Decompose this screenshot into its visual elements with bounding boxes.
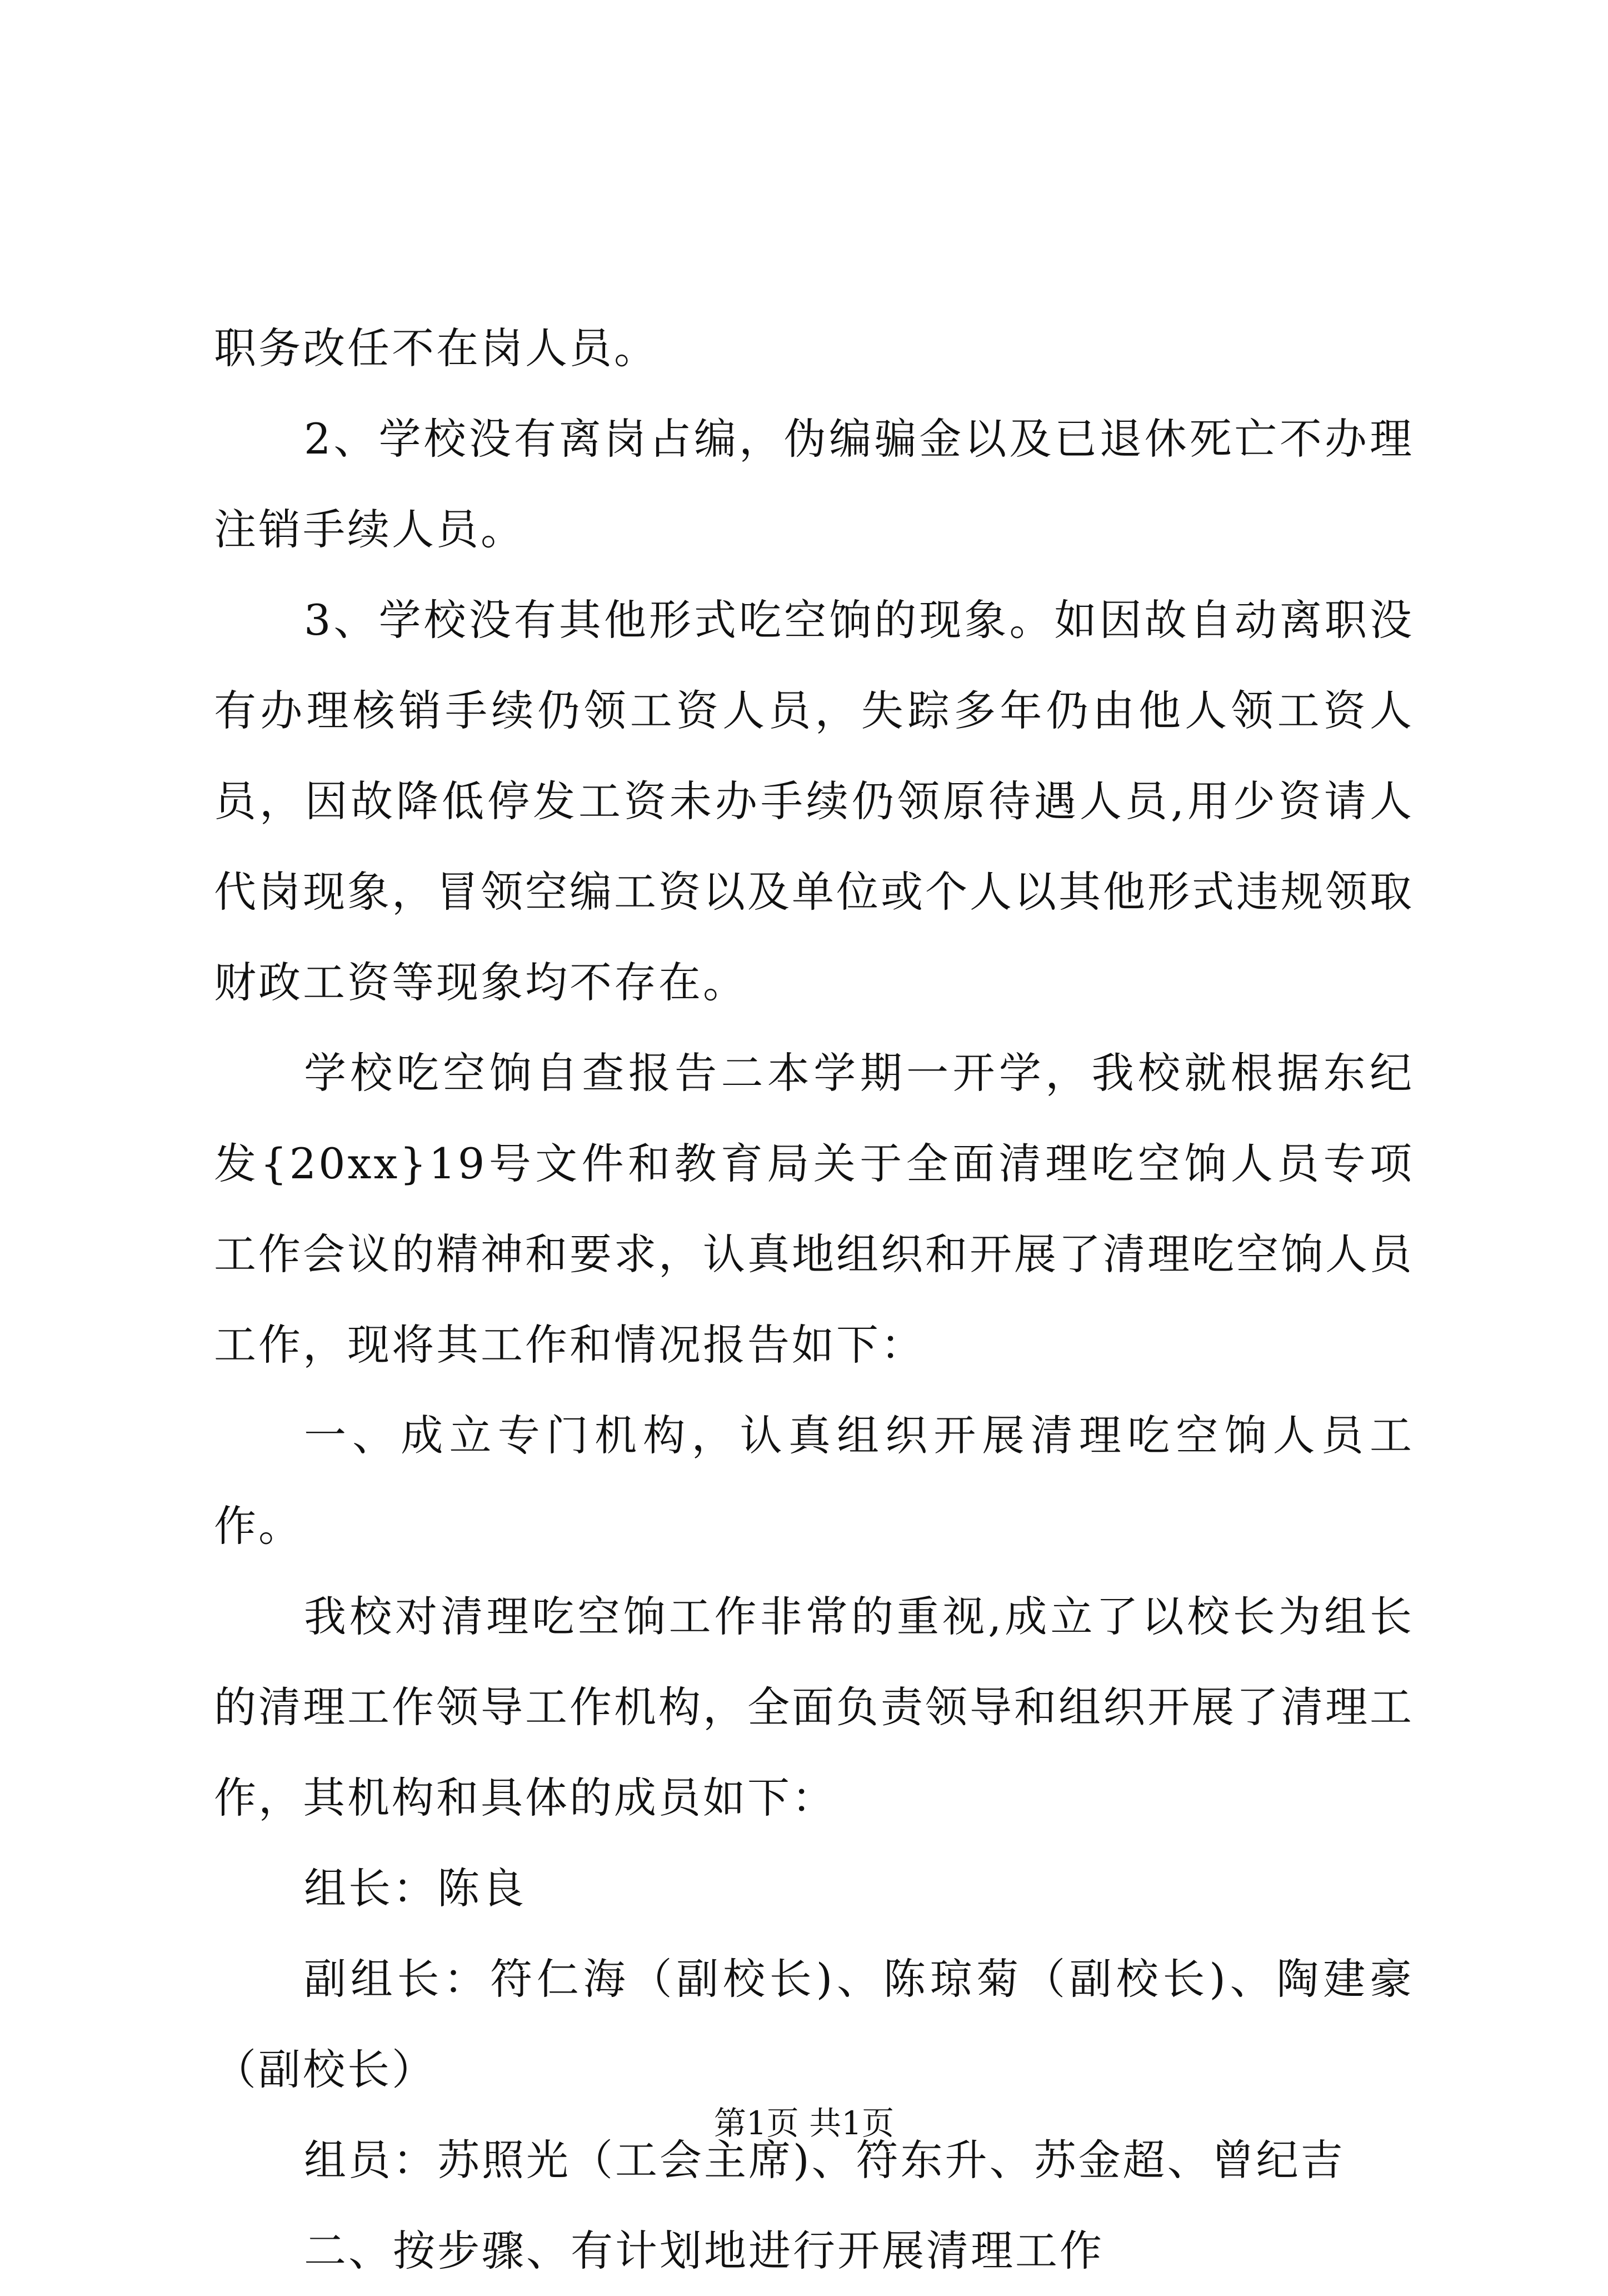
paragraph-item-3: 3、学校没有其他形式吃空饷的现象。如因故自动离职没有办理核销手续仍领工资人员，失踪多年仍由他人领工资人员，因故降低停发工资未办手续仍领原待遇人员,用少资请人代岗现象，冒领空编工资以及单位或个人以其他形式违规领取财政工资等现象均不存在。 <box>214 595 1414 1007</box>
page-number-label: 第1页 共1页 <box>713 2104 895 2142</box>
paragraph-item-2: 2、学校没有离岗占编，伪编骗金以及已退休死亡不办理注销手续人员。 <box>214 414 1414 554</box>
team-members-line: 组员：苏照光（工会主席)、符东升、苏金超、曾纪吉 <box>304 2135 1345 2185</box>
deputy-leaders-line: 副组长：符仁海（副校长)、陈琼菊（副校长)、陶建豪（副校长） <box>214 1954 1414 2094</box>
page-footer <box>0 2101 1608 2145</box>
team-leader-line: 组长：陈良 <box>304 1864 526 1913</box>
section-heading-1: 一、成立专门机构，认真组织开展清理吃空饷人员工作。 <box>214 1411 1414 1551</box>
document-body <box>214 303 1414 2296</box>
paragraph-organization: 我校对清理吃空饷工作非常的重视,成立了以校长为组长的清理工作领导工作机构，全面负责领导和组织开展了清理工作，其机构和具体的成员如下： <box>214 1592 1414 1822</box>
section-heading-2: 二、按步骤、有计划地进行开展清理工作 <box>304 2226 1104 2275</box>
paragraph-continuation: 职务改任不在岗人员。 <box>214 323 658 373</box>
paragraph-report-intro: 学校吃空饷自查报告二本学期一开学，我校就根据东纪发{20xx}19号文件和教育局关于全面清理吃空饷人员专项工作会议的精神和要求，认真地组织和开展了清理吃空饷人员工作，现将其工作和情况报告如下： <box>214 1048 1414 1369</box>
